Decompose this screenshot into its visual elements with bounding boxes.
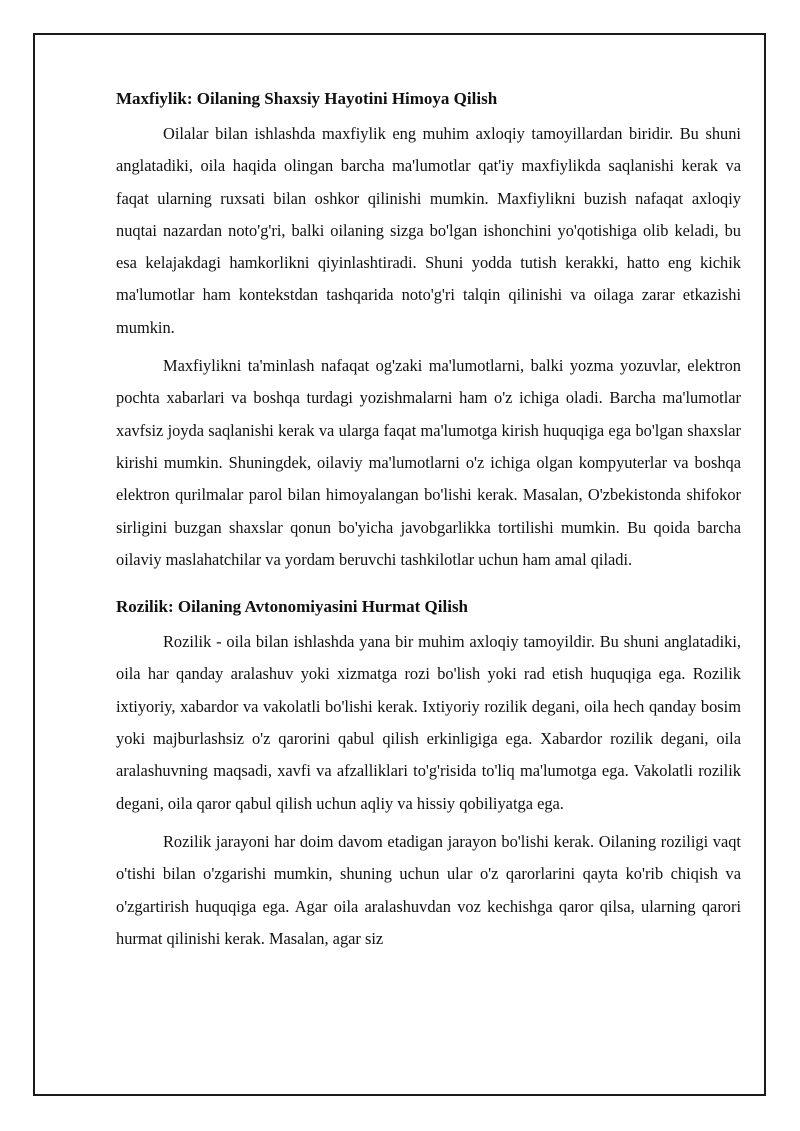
section-heading-consent: Rozilik: Oilaning Avtonomiyasini Hurmat Qilish <box>116 597 469 617</box>
document-body <box>116 86 741 961</box>
section-heading-confidentiality: Maxfiylik: Oilaning Shaxsiy Hayotini Himoya Qilish <box>116 89 498 108</box>
paragraph-consent-2: Rozilik jarayoni har doim davom etadigan jarayon bo'lishi kerak. Oilaning roziligi vaqt o'tishi bilan o'zgarishi mumkin, shuning uchun ular o'z qarorlarini qayta ko'rib chiqish va o'zgartirish huquqiga ega. Agar oila aralashuvdan voz kechishga qaror qilsa, ularning qarori hurmat qilinishi kerak. Masalan, agar siz <box>116 831 741 948</box>
paragraph-confidentiality-2: Maxfiylikni ta'minlash nafaqat og'zaki ma'lumotlarni, balki yozma yozuvlar, elektron pochta xabarlari va boshqa turdagi yozishmalarni ham o'z ichiga oladi. Barcha ma'lumotlar xavfsiz joyda saqlanishi kerak va ularga faqat ma'lumotga kirish huquqiga ega bo'lgan shaxslar kirishi mumkin. Shuningdek, oilaviy ma'lumotlarni o'z ichiga olgan kompyuterlar va boshqa elektron qurilmalar parol bilan himoyalangan bo'lishi kerak. Masalan, O'zbekistonda shifokor sirligini buzgan shaxslar qonun bo'yicha javobgarlikka tortilishi mumkin. Bu qoida barcha oilaviy maslahatchilar va yordam beruvchi tashkilotlar uchun ham amal qiladi. <box>116 356 741 569</box>
section-spacer <box>116 582 741 594</box>
paragraph-consent-1: Rozilik - oila bilan ishlashda yana bir muhim axloqiy tamoyildir. Bu shuni anglatadiki, oila har qanday aralashuv yoki xizmatga rozi bo'lish yoki rad etish huquqiga ega. Rozilik ixtiyoriy, xabardor va vakolatli bo'lishi kerak. Ixtiyoriy rozilik degani, oila hech qanday bosim yoki majburlashsiz o'z qarorini qabul qilish erkinligiga ega. Xabardor rozilik degani, oila aralashuvning maqsadi, xavfi va afzalliklari to'g'risida to'liq ma'lumotga ega. Vakolatli rozilik degani, oila qaror qabul qilish uchun aqliy va hissiy qobiliyatga ega. <box>116 632 741 813</box>
paragraph-confidentiality-1: Oilalar bilan ishlashda maxfiylik eng muhim axloqiy tamoyillardan biridir. Bu shuni anglatadiki, oila haqida olingan barcha ma'lumotlar qat'iy maxfiylikda saqlanishi kerak va faqat ularning ruxsati bilan oshkor qilinishi mumkin. Maxfiylikni buzish nafaqat axloqiy nuqtai nazardan noto'g'ri, balki oilaning sizga bo'lgan ishonchini yo'qotishiga olib keladi, bu esa kelajakdagi hamkorlikni qiyinlashtiradi. Shuni yodda tutish kerakki, hatto eng kichik ma'lumotlar ham kontekstdan tashqarida noto'g'ri talqin qilinishi va oilaga zarar etkazishi mumkin. <box>116 124 741 337</box>
